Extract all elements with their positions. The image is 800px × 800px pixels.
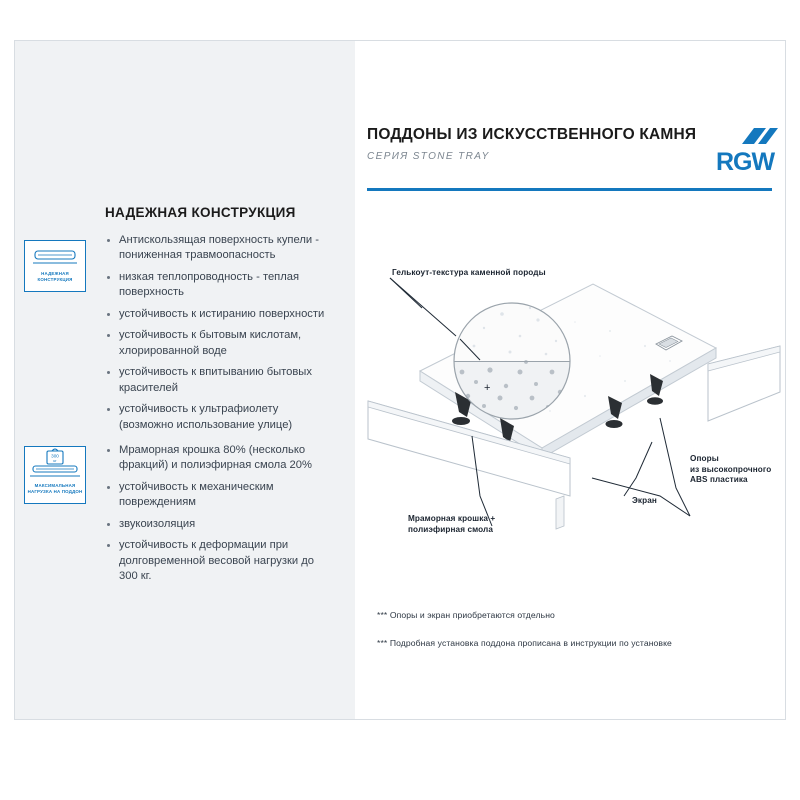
abs-supports-callout: Опоры из высокопрочного ABS пластика <box>690 454 772 485</box>
footnote: *** Опоры и экран приобретаются отдельно <box>377 610 555 620</box>
badge-caption: НАДЕЖНАЯ КОНСТРУКЦИЯ <box>37 271 73 282</box>
list-item: звукоизоляция <box>105 517 335 532</box>
series-subtitle: СЕРИЯ STONE TRAY <box>367 151 490 163</box>
marble-chips-callout: Мраморная крошка + полиэфирная смола <box>408 514 496 534</box>
logo-mark-icon <box>742 126 778 146</box>
svg-text:кг: кг <box>53 458 57 463</box>
gelcoat-callout: Гелькоут-текстура каменной породы <box>392 268 546 277</box>
logo-wordmark: RGW <box>716 148 775 176</box>
list-item: устойчивость к впитыванию бытовых красителей <box>105 365 335 396</box>
footnote: *** Подробная установка поддона прописана в инструкции по установке <box>377 638 672 648</box>
badge-caption: МАКСИМАЛЬНАЯ НАГРУЗКА НА ПОДДОН <box>27 483 83 494</box>
list-item: устойчивость к механическим повреждениям <box>105 480 335 511</box>
magnifier <box>454 303 570 419</box>
reliable-construction-badge <box>24 240 86 292</box>
list-item: устойчивость к деформации при долговременной весовой нагрузки до 300 кг. <box>105 538 335 584</box>
list-item: устойчивость к истиранию поверхности <box>105 307 335 322</box>
header-divider <box>367 188 772 191</box>
rgw-logo <box>716 126 778 178</box>
magnifier-plus-sign: + <box>484 382 491 394</box>
page-title: ПОДДОНЫ ИЗ ИСКУССТВЕННОГО КАМНЯ <box>367 126 697 143</box>
svg-text:300: 300 <box>51 453 59 459</box>
max-load-badge <box>24 446 86 504</box>
shower-tray-illustration <box>360 196 786 666</box>
header <box>367 125 772 162</box>
feature-list-one <box>105 233 335 439</box>
footnotes <box>377 610 777 666</box>
tray-profile-icon <box>25 241 85 271</box>
list-item: устойчивость к бытовым кислотам, хлорированной воде <box>105 328 335 359</box>
list-item: низкая теплопроводность - теплая поверхность <box>105 270 335 301</box>
list-item: устойчивость к ультрафиолету (возможно использование улице) <box>105 402 335 433</box>
left-panel-title: НАДЕЖНАЯ КОНСТРУКЦИЯ <box>105 205 296 220</box>
screen-panel-right <box>708 346 780 421</box>
product-diagram <box>360 196 786 666</box>
screen-callout: Экран <box>632 496 657 505</box>
weight-on-tray-icon <box>25 447 85 483</box>
feature-list-two <box>105 443 335 591</box>
list-item: Антискользящая поверхность купели - пониженная травмоопасность <box>105 233 335 264</box>
list-item: Мраморная крошка 80% (несколько фракций) и полиэфирная смола 20% <box>105 443 335 474</box>
